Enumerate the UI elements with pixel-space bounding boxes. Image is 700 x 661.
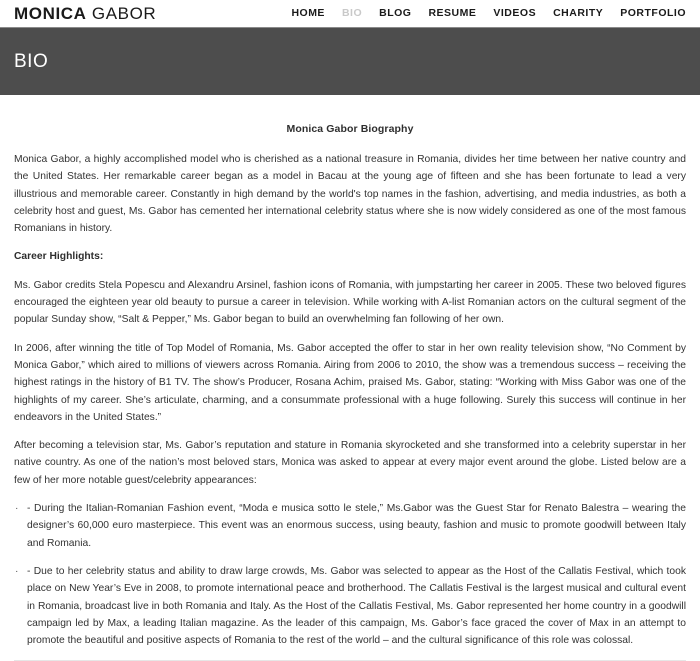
bio-paragraph-appearances-intro: After becoming a television star, Ms. Gabor’s reputation and stature in Romania skyrocketed and she transformed into a celebrity superstar in her native country. As one of the nation’s most beloved stars, Monica was asked to appear at every major event around the globe. Listed below are a few of her more notable guest/celebrity appearances: — [14, 440, 686, 486]
site-header — [0, 0, 700, 27]
nav-item-videos[interactable]: VIDEOS — [493, 7, 537, 20]
career-highlights-subheading: Career Highlights: — [14, 251, 104, 263]
list-item — [14, 500, 686, 552]
list-item-text: - Due to her celebrity status and ability to draw large crowds, Ms. Gabor was selected to appear as the Host of the Callatis Festival, which took place on New Year’s Eve in 2008, to promote international peace and brotherhood. The Callatis Festival is the largest musical and cultural event in Romania, broadcast live in both Romania and Italy. As the Host of the Callatis Festival, Ms. Gabor represented her home country in a goodwill campaign led by Max, a leading Italian magazine. As the leader of this campaign, Ms. Gabor’s face graced the cover of Max in an attempt to promote the beautiful and positive aspects of Romania to the rest of the world – and the cultural significance of this role was colossal. — [27, 565, 686, 647]
bullet-icon: · — [15, 503, 19, 515]
main-content — [0, 123, 700, 661]
nav-item-charity[interactable]: CHARITY — [553, 7, 604, 20]
nav-item-resume[interactable]: RESUME — [428, 7, 477, 20]
appearances-list — [14, 500, 686, 649]
page-title-banner — [0, 27, 700, 95]
bio-paragraph-career-start: Ms. Gabor credits Stela Popescu and Alexandru Arsinel, fashion icons of Romania, with jumpstarting her career in 2005. These two beloved figures encouraged the eighteen year old beauty to pursue a career in television. While working with A-list Romanian actors on the cultural segment of the popular Sunday show, “Salt & Pepper,” Ms. Gabor began to build an overwhelming fan following of her own. — [14, 279, 686, 326]
nav-item-portfolio[interactable]: PORTFOLIO — [620, 7, 686, 20]
site-logo[interactable] — [14, 5, 156, 22]
nav-item-home[interactable]: HOME — [291, 7, 325, 20]
bullet-icon: · — [15, 565, 19, 577]
logo-text-secondary: GABOR — [91, 4, 157, 23]
page-title: BIO — [14, 51, 49, 72]
biography-heading: Monica Gabor Biography — [286, 123, 414, 135]
bio-paragraph-tv-show: In 2006, after winning the title of Top Model of Romania, Ms. Gabor accepted the offer to star in her own reality television show, “No Comment by Monica Gabor,” which aired to millions of viewers across Romania. Airing from 2006 to 2010, the show was a tremendous success – receiving the highest ratings in the history of B1 TV. The show’s Producer, Rosana Achim, praised Ms. Gabor, stating: “Working with Miss Gabor was one of the highlights of my career. She’s articulate, charming, and a consummate professional with a huge following. Surely this success will continue in her endeavors in the United States.” — [14, 342, 686, 423]
list-item — [14, 563, 686, 649]
logo-text-primary: MONICA — [14, 4, 87, 23]
list-item-text: - During the Italian-Romanian Fashion event, “Moda e musica sotto le stele,” Ms.Gabor was the Guest Star for Renato Balestra – wearing the designer’s 60,000 euro masterpiece. This event was an enormous success, using beauty, fashion and music to promote goodwill between Italy and Romania. — [27, 503, 686, 549]
nav-item-blog[interactable]: BLOG — [379, 7, 412, 20]
bio-paragraph-intro: Monica Gabor, a highly accomplished model who is cherished as a national treasure in Romania, divides her time between her native country and the United States. Her remarkable career began as a model in Bacau at the young age of fifteen and she has been fortunate to lead a very illustrious and memorable career. Constantly in high demand by the world's top names in the fashion, advertising, and media industries, as both a celebrity host and guest, Ms. Gabor has cemented her international celebrity status where she is now widely considered as one of the most famous Romanians in history. — [14, 154, 686, 235]
nav-item-bio[interactable]: BIO — [341, 7, 363, 20]
main-navigation — [291, 8, 686, 19]
